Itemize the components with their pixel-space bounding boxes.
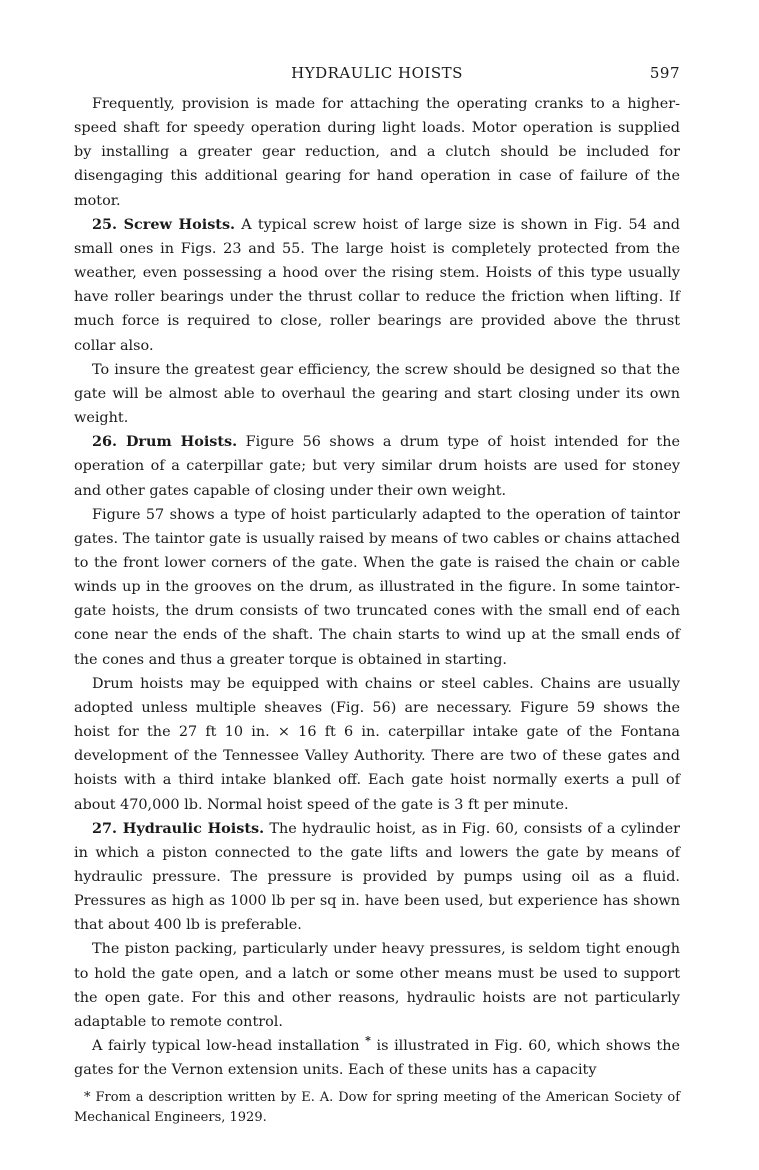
paragraph-low-head-installation	[74, 1034, 680, 1082]
paragraph-text: is illustrated in Fig. 60, which shows the gates for the Vernon extension units. Each of these units has a capacity	[74, 1038, 680, 1079]
paragraph-drum-hoists	[74, 430, 680, 502]
paragraph-text: Frequently, provision is made for attaching the operating cranks to a higher-speed shaft for speedy operation during light loads. Motor operation is supplied by installing a greater gear reduction, and a clutch should be included for disengaging this additional gearing for hand operation in case of failure of the motor.	[74, 96, 680, 209]
body-text	[74, 92, 680, 1082]
paragraph-gear-efficiency	[74, 358, 680, 430]
paragraph-screw-hoists	[74, 213, 680, 358]
paragraph-text: To insure the greatest gear efficiency, the screw should be designed so that the gate will be almost able to overhaul the gearing and start closing under its own weight.	[74, 361, 680, 427]
paragraph-hydraulic-hoists	[74, 817, 680, 938]
book-page	[74, 58, 680, 1128]
paragraph-text: A typical screw hoist of large size is shown in Fig. 54 and small ones in Figs. 23 and 55. The large hoist is completely protected from the weather, even possessing a hood over the rising stem. Hoists of this type usually have roller bearings under the thrust collar to reduce the friction when lifting. If much force is required to close, roller bearings are provided above the thrust collar also.	[74, 216, 681, 354]
paragraph-piston-packing	[74, 937, 680, 1034]
paragraph-chains-cables	[74, 672, 680, 817]
paragraph-text: Figure 56 shows a drum type of hoist intended for the operation of a caterpillar gate; but very similar drum hoists are used for stoney and other gates capable of closing under their own weight.	[74, 434, 680, 499]
paragraph-motor-operation	[74, 92, 680, 213]
section-heading-hydraulic-hoists: 27. Hydraulic Hoists.	[92, 819, 265, 837]
paragraph-text: A fairly typical low-head installation	[92, 1038, 360, 1055]
page-number: 597	[649, 64, 680, 82]
running-head	[74, 58, 680, 88]
footnote-marker: *	[84, 1090, 91, 1106]
section-heading-drum-hoists: 26. Drum Hoists.	[92, 433, 238, 451]
paragraph-text: Drum hoists may be equipped with chains or steel cables. Chains are usually adopted unless multiple sheaves (Fig. 56) are necessary. Figure 59 shows the hoist for the 27 ft 10 in. × 16 ft 6 in. caterpillar intake gate of the Fontana development of the Tennessee Valley Authority. There are two of these gates and hoists with a third intake blanked off. Each gate hoist normally exerts a pull of about 470,000 lb. Normal hoist speed of the gate is 3 ft per minute.	[74, 675, 680, 813]
footnote	[74, 1088, 680, 1128]
footnote-text: From a description written by E. A. Dow for spring meeting of the American Society of Mechanical Engineers, 1929.	[74, 1090, 681, 1126]
footnote-reference-marker: *	[365, 1034, 371, 1048]
running-head-title: HYDRAULIC HOISTS	[291, 64, 463, 82]
section-heading-screw-hoists: 25. Screw Hoists.	[92, 215, 236, 233]
paragraph-taintor-gates	[74, 503, 680, 672]
paragraph-text: The hydraulic hoist, as in Fig. 60, consists of a cylinder in which a piston connected to the gate lifts and lowers the gate by means of hydraulic pressure. The pressure is provided by pumps using oil as a fluid. Pressures as high as 1000 lb per sq in. have been used, but experience has shown that about 400 lb is preferable.	[74, 820, 680, 934]
paragraph-text: The piston packing, particularly under heavy pressures, is seldom tight enough to hold the gate open, and a latch or some other means must be used to support the open gate. For this and other reasons, hydraulic hoists are not particularly adaptable to remote control.	[74, 941, 680, 1030]
paragraph-text: Figure 57 shows a type of hoist particularly adapted to the operation of taintor gates. The taintor gate is usually raised by means of two cables or chains attached to the front lower corners of the gate. When the gate is raised the chain or cable winds up in the grooves on the drum, as illustrated in the figure. In some taintor-gate hoists, the drum consists of two truncated cones with the small end of each cone near the ends of the shaft. The chain starts to wind up at the small ends of the cones and thus a greater torque is obtained in starting.	[74, 506, 680, 668]
